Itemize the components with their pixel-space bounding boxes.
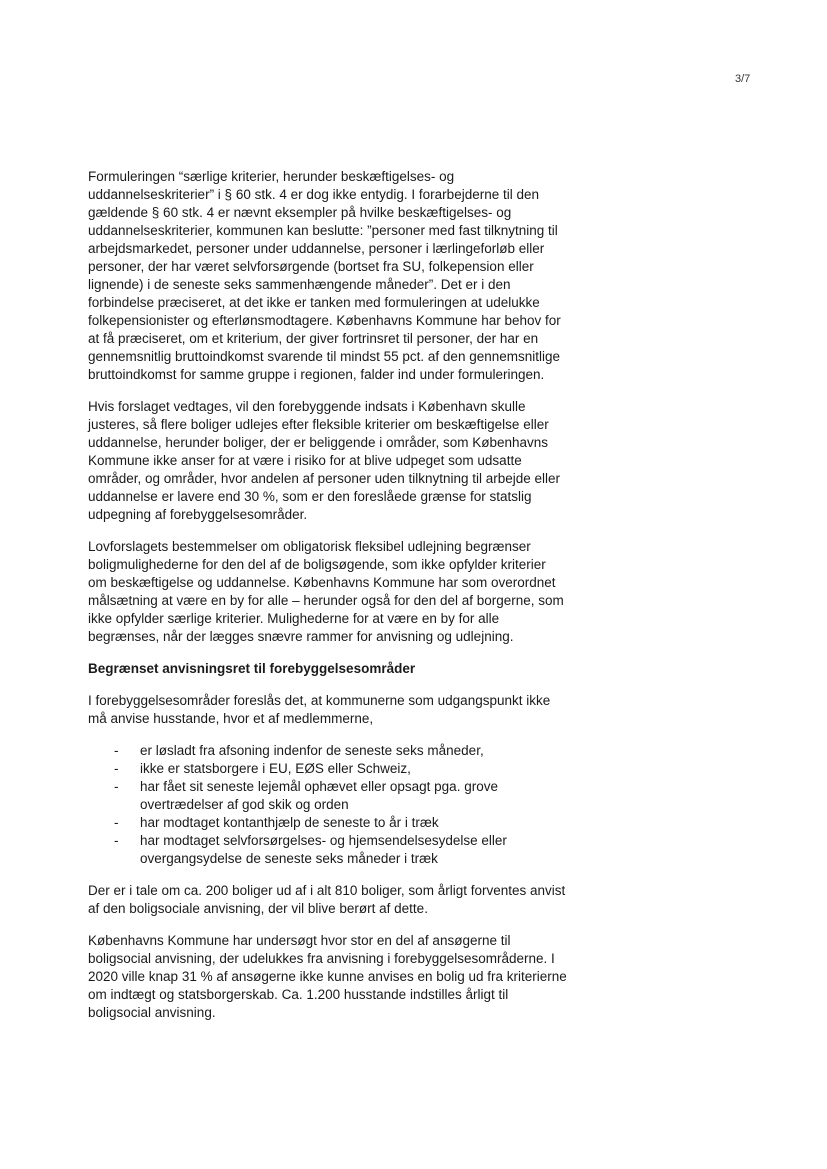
- list-marker: -: [114, 779, 119, 794]
- list-item: [88, 814, 568, 832]
- document-body: [88, 168, 568, 1036]
- list-item-text: har modtaget kontanthjælp de seneste to år i træk: [140, 815, 439, 830]
- paragraph-formulation: Formuleringen “særlige kriterier, herunder beskæftigelses- og uddannelseskriterier” i § 60 stk. 4 er dog ikke entydig. I forarbejderne til den gældende § 60 stk. 4 er nævnt eksempler på hvilke beskæftigelses- og uddannelseskriterier, kommunen kan beslutte: ”personer med fast tilknytning til arbejdsmarkedet, personer under uddannelse, personer i lærlingeforløb eller personer, der har været selvforsørgende (bortset fra SU, folkepension eller lignende) i de seneste seks sammenhængende måneder”. Det er i den forbindelse præciseret, at det ikke er tanken med formuleringen at udelukke folkepensionister og efterlønsmodtagere. Københavns Kommune har behov for at få præciseret, om et kriterium, der giver fortrinsret til personer, der har en gennemsnitlig bruttoindkomst svarende til mindst 55 pct. af den gennemsnitlige bruttoindkomst for samme gruppe i regionen, falder ind under formuleringen.: [88, 169, 561, 382]
- list-item-text: er løsladt fra afsoning indenfor de seneste seks måneder,: [140, 743, 484, 758]
- page-number: 3/7: [735, 73, 751, 85]
- paragraph-applicant-survey: Københavns Kommune har undersøgt hvor stor en del af ansøgerne til boligsocial anvisning, der udelukkes fra anvisning i forebyggelsesområderne. I 2020 ville knap 31 % af ansøgerne ikke kunne anvises en bolig ud fra kriterierne om indtægt og statsborgerskab. Ca. 1.200 husstande indstilles årligt til boligsocial anvisning.: [88, 933, 567, 1020]
- list-item: [88, 778, 568, 814]
- list-marker: -: [114, 761, 119, 776]
- paragraph-preventive-effort: Hvis forslaget vedtages, vil den forebyggende indsats i København skulle justeres, så flere boliger udlejes efter fleksible kriterier om beskæftigelse eller uddannelse, herunder boliger, der er beliggende i områder, som Københavns Kommune ikke anser for at være i risiko for at blive udpeget som udsatte områder, og områder, hvor andelen af personer uden tilknytning til arbejde eller uddannelse er lavere end 30 %, som er den foreslåede grænse for statslig udpegning af forebyggelsesområder.: [88, 399, 561, 522]
- list-marker: -: [114, 743, 119, 758]
- list-item: [88, 760, 568, 778]
- paragraph-housing-count: Der er i tale om ca. 200 boliger ud af i alt 810 boliger, som årligt forventes anvist af den boligsociale anvisning, der vil blive berørt af dette.: [88, 883, 566, 916]
- list-item-text: ikke er statsborgere i EU, EØS eller Schweiz,: [140, 761, 411, 776]
- paragraph-intro: I forebyggelsesområder foreslås det, at kommunerne som udgangspunkt ikke må anvise husstande, hvor et af medlemmerne,: [88, 693, 551, 726]
- list-item: [88, 832, 568, 868]
- criteria-list: [88, 742, 568, 868]
- list-item: [88, 742, 568, 760]
- paragraph-flexible-letting: Lovforslagets bestemmelser om obligatorisk fleksibel udlejning begrænser boligmulighederne for den del af de boligsøgende, som ikke opfylder kriterier om beskæftigelse og uddannelse. Københavns Kommune har som overordnet målsætning at være en by for alle – herunder også for den del af borgerne, som ikke opfylder særlige kriterier. Mulighederne for at være en by for alle begrænses, når der lægges snævre rammer for anvisning og udlejning.: [88, 539, 564, 644]
- list-marker: -: [114, 833, 119, 848]
- section-heading: Begrænset anvisningsret til forebyggelsesområder: [88, 661, 416, 676]
- list-marker: -: [114, 815, 119, 830]
- list-item-text: har modtaget selvforsørgelses- og hjemsendelsesydelse eller overgangsydelse de seneste seks måneder i træk: [140, 833, 507, 866]
- list-item-text: har fået sit seneste lejemål ophævet eller opsagt pga. grove overtrædelser af god skik og orden: [140, 779, 498, 812]
